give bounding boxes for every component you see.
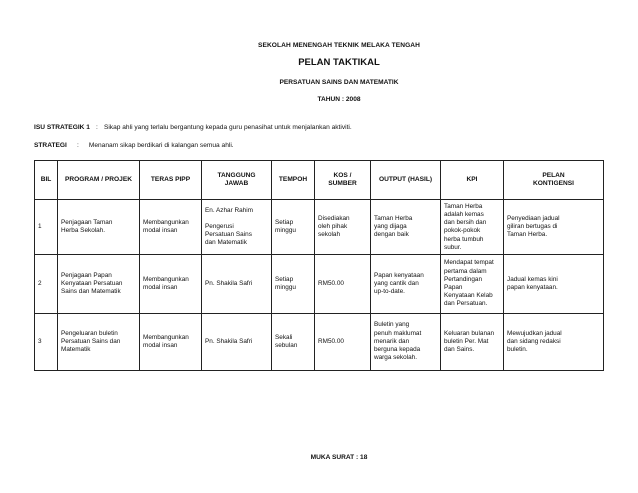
header-tempoh: TEMPOH [272, 161, 315, 200]
cell-tanggungjawab-role: Pengerusi Persatuan Sains dan Matematik [205, 222, 252, 246]
cell-kos: Disediakan oleh pihak sekolah [315, 200, 371, 255]
header-tanggungjawab: TANGGUNG JAWAB [202, 161, 272, 200]
cell-kos: RM50.00 [315, 313, 371, 370]
table-row [35, 255, 604, 313]
cell-teras: Membangunkan modal insan [140, 255, 202, 313]
table-header-row [35, 161, 604, 200]
strategic-issue-sep: : [96, 124, 98, 131]
cell-kpi: Keluaran bulanan buletin Per. Mat dan Sains. [441, 313, 504, 370]
cell-bil: 3 [35, 313, 58, 370]
cell-output: Buletin yang penuh maklumat menarik dan berguna kepada warga sekolah. [371, 313, 441, 370]
cell-teras: Membangunkan modal insan [140, 313, 202, 370]
cell-bil: 1 [35, 200, 58, 255]
page-number: MUKA SURAT : 18 [310, 454, 368, 461]
strategic-issue-text: Sikap ahli yang terlalu bergantung kepada guru penasihat untuk menjalankan aktiviti. [103, 124, 352, 131]
strategy [34, 142, 234, 149]
cell-pelan: Penyediaan jadual giliran bertugas di Taman Herba. [504, 200, 604, 255]
header-bil: BIL [35, 161, 58, 200]
strategy-label: STRATEGI [34, 142, 67, 149]
header-teras: TERAS PIPP [140, 161, 202, 200]
document-title: PELAN TAKTIKAL [298, 57, 380, 68]
cell-tanggungjawab: Pn. Shakila Safri [202, 313, 272, 370]
strategy-sep: : [76, 142, 79, 149]
school-name: SEKOLAH MENENGAH TEKNIK MELAKA TENGAH [257, 42, 421, 49]
header-pelan: PELAN KONTIGENSI [504, 161, 604, 200]
header-program: PROGRAM / PROJEK [58, 161, 140, 200]
cell-output: Papan kenyataan yang cantik dan up-to-date. [371, 255, 441, 313]
unit-name: PERSATUAN SAINS DAN MATEMATIK [279, 79, 399, 86]
cell-pelan: Mewujudkan jadual dan sidang redaksi buletin. [504, 313, 604, 370]
strategy-text: Menanam sikap berdikari di kalangan semua ahli. [88, 142, 234, 149]
cell-tempoh: Sekali sebulan [272, 313, 315, 370]
cell-output: Taman Herba yang dijaga dengan baik [371, 200, 441, 255]
cell-kpi: Taman Herba adalah kemas dan bersih dan pokok-pokok herba tumbuh subur. [441, 200, 504, 255]
cell-program: Penjagaan Taman Herba Sekolah. [58, 200, 140, 255]
header-kos: KOS / SUMBER [315, 161, 371, 200]
cell-tempoh: Setiap minggu [272, 200, 315, 255]
strategic-issue [34, 124, 352, 131]
cell-kpi: Mendapat tempat pertama dalam Pertandingan Papan Kenyataan Kelab dan Persatuan. [441, 255, 504, 313]
cell-tempoh: Setiap minggu [272, 255, 315, 313]
year-line: TAHUN : 2008 [317, 96, 361, 103]
cell-pelan: Jadual kemas kini papan kenyataan. [504, 255, 604, 313]
table-row [35, 313, 604, 370]
header-output: OUTPUT (HASIL) [371, 161, 441, 200]
cell-bil: 2 [35, 255, 58, 313]
cell-program: Penjagaan Papan Kenyataan Persatuan Sains dan Matematik [58, 255, 140, 313]
cell-program: Pengeluaran buletin Persatuan Sains dan Matematik [58, 313, 140, 370]
cell-tanggungjawab: Pn. Shakila Safri [202, 255, 272, 313]
tactical-plan-table [34, 160, 604, 371]
header-kpi: KPI [441, 161, 504, 200]
cell-teras: Membangunkan modal insan [140, 200, 202, 255]
cell-kos: RM50.00 [315, 255, 371, 313]
cell-tanggungjawab-name: En. Azhar Rahim [205, 207, 253, 215]
strategic-issue-label: ISU STRATEGIK 1 [34, 124, 90, 131]
cell-tanggungjawab [202, 200, 272, 255]
table-row [35, 200, 604, 255]
